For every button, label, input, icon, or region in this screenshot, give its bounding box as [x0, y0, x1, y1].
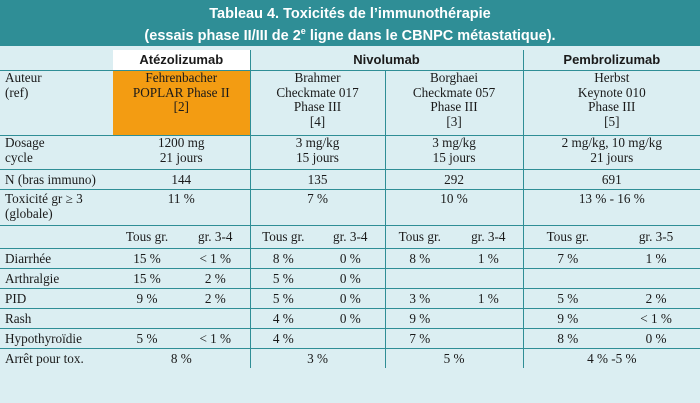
study-ref: [3] — [446, 113, 462, 129]
study-borghaei — [385, 71, 523, 136]
toxicity-row — [0, 269, 700, 289]
toxicity-label-line1: Toxicité gr ≥ 3 — [5, 191, 83, 206]
author-label-line1: Auteur — [5, 70, 42, 85]
toxicity-global-label — [0, 190, 113, 226]
study-trial: Keynote 010 — [577, 84, 646, 100]
all-grades-value: 15 % — [113, 249, 181, 269]
study-phase: Phase III — [430, 99, 478, 114]
all-grades-value: 3 % — [385, 289, 454, 309]
drug-nivolumab: Nivolumab — [250, 50, 523, 71]
dose: 3 mg/kg — [432, 135, 476, 150]
toxicity-row-label: PID — [0, 289, 113, 309]
high-grade-value — [454, 309, 523, 329]
all-grades-value: 5 % — [250, 269, 316, 289]
n-value: 691 — [523, 170, 700, 190]
high-grade-value: 0 % — [612, 329, 700, 349]
high-grade-value: 0 % — [316, 289, 385, 309]
high-grade-value: 2 % — [181, 289, 250, 309]
study-ref: [4] — [309, 113, 326, 129]
author-label-line2: (ref) — [5, 84, 29, 100]
n-value: 144 — [113, 170, 250, 190]
high-grade-value — [612, 269, 700, 289]
toxicity-global-value: 10 % — [385, 190, 523, 226]
toxicity-row-label: Hypothyroïdie — [0, 329, 113, 349]
discontinuation-label: Arrêt pour tox. — [0, 349, 113, 369]
dosage-label — [0, 136, 113, 170]
toxicity-row — [0, 249, 700, 269]
all-grades-value: 5 % — [250, 289, 316, 309]
high-grade-value: 0 % — [316, 249, 385, 269]
toxicity-row — [0, 329, 700, 349]
all-grades-value: 9 % — [385, 309, 454, 329]
all-grades-value: 5 % — [113, 329, 181, 349]
discontinuation-value: 3 % — [250, 349, 385, 369]
title-line-2-end: ligne dans le CBNPC métastatique). — [305, 27, 556, 44]
discontinuation-value: 4 % -5 % — [523, 349, 700, 369]
high-grade-value — [454, 329, 523, 349]
study-author: Borghaei — [429, 70, 479, 85]
toxicity-label-line2: (globale) — [5, 205, 53, 221]
dosage-cell — [113, 136, 250, 170]
dosage-label-line1: Dosage — [5, 135, 45, 150]
all-grades-value: 9 % — [523, 309, 612, 329]
drug-pembrolizumab: Pembrolizumab — [523, 50, 700, 71]
all-grades-value: 5 % — [523, 289, 612, 309]
subheader-all-grades: Tous gr. — [113, 226, 181, 249]
author-row — [0, 71, 700, 136]
toxicity-row-label: Arthralgie — [0, 269, 113, 289]
high-grade-value: 1 % — [454, 249, 523, 269]
subheader-all-grades: Tous gr. — [250, 226, 316, 249]
n-label: N (bras immuno) — [0, 170, 113, 190]
all-grades-value — [113, 309, 181, 329]
all-grades-value: 8 % — [523, 329, 612, 349]
study-phase: Phase III — [588, 99, 636, 114]
all-grades-value: 4 % — [250, 309, 316, 329]
study-ref: [2] — [173, 99, 189, 114]
high-grade-value: 2 % — [612, 289, 700, 309]
subheader-grade: gr. 3-5 — [612, 226, 700, 249]
drug-atezolizumab: Atézolizumab — [113, 50, 250, 71]
subheader-grade: gr. 3-4 — [181, 226, 250, 249]
subheader-grade: gr. 3-4 — [454, 226, 523, 249]
title-line-2 — [0, 23, 700, 45]
all-grades-value: 7 % — [385, 329, 454, 349]
dosage-cell — [523, 136, 700, 170]
high-grade-value: 0 % — [316, 309, 385, 329]
toxicity-row — [0, 289, 700, 309]
high-grade-value: < 1 % — [181, 249, 250, 269]
study-fehrenbacher — [113, 71, 250, 136]
discontinuation-value: 8 % — [113, 349, 250, 369]
dose: 2 mg/kg, 10 mg/kg — [561, 135, 662, 150]
cycle: 15 jours — [296, 149, 339, 165]
cycle: 15 jours — [432, 149, 476, 165]
toxicity-row-label: Diarrhée — [0, 249, 113, 269]
title-line-1: Tableau 4. Toxicités de l’immunothérapie — [209, 6, 491, 22]
all-grades-value: 15 % — [113, 269, 181, 289]
subheader-all-grades: Tous gr. — [385, 226, 454, 249]
subheader-grade: gr. 3-4 — [316, 226, 385, 249]
n-row — [0, 170, 700, 190]
study-brahmer — [250, 71, 385, 136]
corner-cell — [0, 50, 113, 71]
study-author: Herbst — [594, 70, 630, 85]
grade-subheader-row — [0, 226, 700, 249]
study-trial: Checkmate 057 — [412, 84, 496, 100]
author-label — [0, 71, 113, 136]
high-grade-value: < 1 % — [612, 309, 700, 329]
all-grades-value — [385, 269, 454, 289]
table-title — [0, 0, 700, 46]
study-herbst — [523, 71, 700, 136]
toxicity-row-label: Rash — [0, 309, 113, 329]
cycle: 21 jours — [590, 149, 634, 165]
study-phase: Phase III — [293, 99, 342, 114]
study-trial: Checkmate 017 — [276, 84, 359, 100]
cycle: 21 jours — [159, 149, 203, 165]
all-grades-value — [523, 269, 612, 289]
toxicity-global-value: 11 % — [113, 190, 250, 226]
dosage-cell — [250, 136, 385, 170]
dosage-row — [0, 136, 700, 170]
dosage-cell — [385, 136, 523, 170]
study-ref: [5] — [604, 113, 620, 129]
all-grades-value: 4 % — [250, 329, 316, 349]
all-grades-value: 7 % — [523, 249, 612, 269]
discontinuation-value: 5 % — [385, 349, 523, 369]
all-grades-value: 8 % — [250, 249, 316, 269]
high-grade-value — [316, 329, 385, 349]
study-trial: POPLAR Phase II — [132, 84, 230, 100]
n-value: 292 — [385, 170, 523, 190]
dose: 3 mg/kg — [295, 135, 340, 150]
high-grade-value: 2 % — [181, 269, 250, 289]
study-author: Fehrenbacher — [145, 70, 218, 85]
toxicity-global-value: 13 % - 16 % — [523, 190, 700, 226]
high-grade-value: < 1 % — [181, 329, 250, 349]
dosage-label-line2: cycle — [5, 149, 33, 165]
all-grades-value: 9 % — [113, 289, 181, 309]
toxicity-global-value: 7 % — [250, 190, 385, 226]
drug-header-row — [0, 50, 700, 71]
subheader-empty — [0, 226, 113, 249]
title-superscript: e — [300, 26, 306, 36]
study-author: Brahmer — [294, 70, 341, 85]
dose: 1200 mg — [157, 135, 205, 150]
all-grades-value: 8 % — [385, 249, 454, 269]
high-grade-value: 0 % — [316, 269, 385, 289]
high-grade-value — [181, 309, 250, 329]
toxicity-global-row — [0, 190, 700, 226]
toxicity-rows — [0, 249, 700, 349]
toxicity-table — [0, 50, 700, 368]
high-grade-value — [454, 269, 523, 289]
n-value: 135 — [250, 170, 385, 190]
high-grade-value: 1 % — [612, 249, 700, 269]
title-line-2-text: (essais phase II/III de 2 — [144, 27, 301, 44]
discontinuation-row — [0, 349, 700, 369]
toxicity-row — [0, 309, 700, 329]
high-grade-value: 1 % — [454, 289, 523, 309]
subheader-all-grades: Tous gr. — [523, 226, 612, 249]
